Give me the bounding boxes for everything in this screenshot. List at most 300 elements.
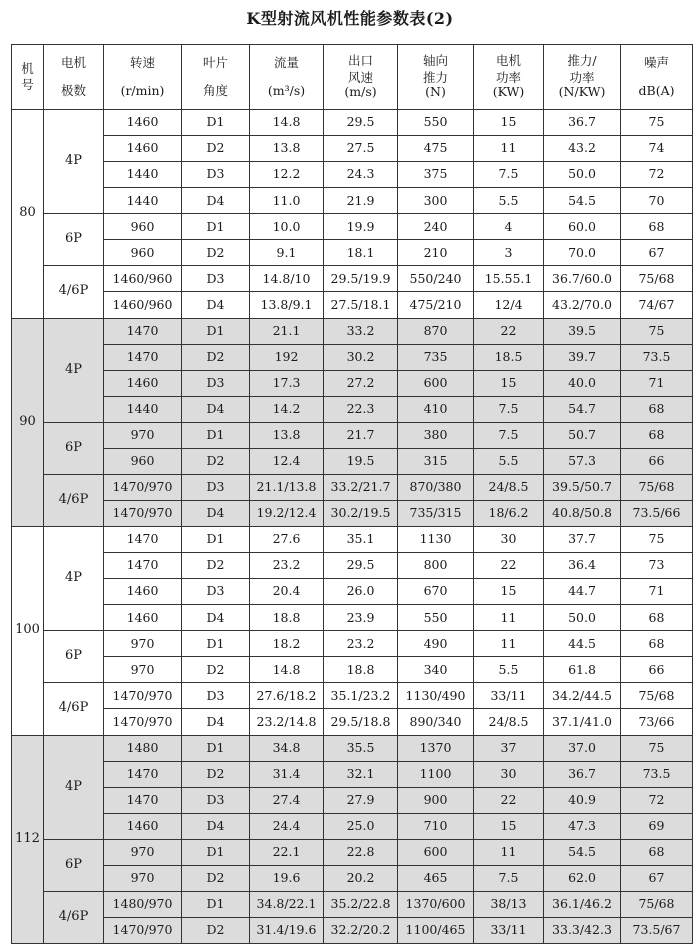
flow-cell: 14.8 — [250, 657, 324, 683]
header-text: 推力/ — [567, 53, 597, 69]
speed-cell: 1470/970 — [104, 709, 182, 735]
flow-cell: 27.6/18.2 — [250, 683, 324, 709]
motor-power-cell: 11 — [474, 605, 544, 631]
thrust-per-power-cell: 39.7 — [544, 344, 621, 370]
speed-cell: 1470 — [104, 318, 182, 344]
noise-cell: 75/68 — [621, 474, 693, 500]
table-row — [12, 527, 693, 553]
col-outlet-velocity-header — [324, 45, 398, 110]
axial-thrust-cell: 1130 — [398, 527, 474, 553]
outlet-velocity-cell: 29.5/19.9 — [324, 266, 398, 292]
thrust-per-power-cell: 36.1/46.2 — [544, 891, 621, 917]
outlet-velocity-cell: 27.5/18.1 — [324, 292, 398, 318]
speed-cell: 1470/970 — [104, 917, 182, 943]
speed-cell: 1470/970 — [104, 474, 182, 500]
flow-cell: 19.6 — [250, 865, 324, 891]
header-text: 电机 — [495, 53, 521, 69]
blade-angle-cell: D2 — [182, 344, 250, 370]
header-row — [12, 45, 693, 110]
outlet-velocity-cell: 29.5 — [324, 110, 398, 136]
header-text: 叶片 — [202, 54, 228, 70]
motor-power-cell: 12/4 — [474, 292, 544, 318]
flow-cell: 21.1 — [250, 318, 324, 344]
table-row — [12, 110, 693, 136]
thrust-per-power-cell: 40.9 — [544, 787, 621, 813]
axial-thrust-cell: 870/380 — [398, 474, 474, 500]
flow-cell: 24.4 — [250, 813, 324, 839]
axial-thrust-cell: 1100/465 — [398, 917, 474, 943]
size-group-112 — [12, 735, 693, 944]
flow-cell: 27.4 — [250, 787, 324, 813]
col-blade-angle-header — [182, 45, 250, 110]
fan-performance-table — [11, 44, 693, 944]
motor-power-cell: 15 — [474, 370, 544, 396]
table-row — [12, 162, 693, 188]
axial-thrust-cell: 735 — [398, 344, 474, 370]
flow-cell: 12.4 — [250, 448, 324, 474]
flow-cell: 13.8/9.1 — [250, 292, 324, 318]
speed-cell: 1470/970 — [104, 683, 182, 709]
motor-poles-cell: 4P — [44, 318, 104, 422]
table-row — [12, 813, 693, 839]
axial-thrust-cell: 210 — [398, 240, 474, 266]
thrust-per-power-cell: 36.4 — [544, 553, 621, 579]
blade-angle-cell: D1 — [182, 318, 250, 344]
header-text: (m³/s) — [267, 83, 306, 98]
outlet-velocity-cell: 30.2/19.5 — [324, 500, 398, 526]
flow-cell: 18.8 — [250, 605, 324, 631]
blade-angle-cell: D3 — [182, 579, 250, 605]
motor-poles-cell: 4P — [44, 110, 104, 214]
noise-cell: 75 — [621, 735, 693, 761]
thrust-per-power-cell: 33.3/42.3 — [544, 917, 621, 943]
noise-cell: 71 — [621, 579, 693, 605]
outlet-velocity-cell: 21.9 — [324, 188, 398, 214]
blade-angle-cell: D1 — [182, 891, 250, 917]
axial-thrust-cell: 550 — [398, 110, 474, 136]
speed-cell: 1470 — [104, 761, 182, 787]
flow-cell: 23.2/14.8 — [250, 709, 324, 735]
thrust-per-power-cell: 43.2 — [544, 136, 621, 162]
table-row — [12, 839, 693, 865]
noise-cell: 75/68 — [621, 683, 693, 709]
thrust-per-power-cell: 44.5 — [544, 631, 621, 657]
outlet-velocity-cell: 22.8 — [324, 839, 398, 865]
blade-angle-cell: D2 — [182, 761, 250, 787]
header-text: 噪声 — [643, 54, 669, 70]
table-row — [12, 396, 693, 422]
outlet-velocity-cell: 20.2 — [324, 865, 398, 891]
table-row — [12, 344, 693, 370]
outlet-velocity-cell: 29.5/18.8 — [324, 709, 398, 735]
blade-angle-cell: D3 — [182, 474, 250, 500]
table-row — [12, 188, 693, 214]
speed-cell: 1440 — [104, 396, 182, 422]
axial-thrust-cell: 550 — [398, 605, 474, 631]
flow-cell: 13.8 — [250, 422, 324, 448]
blade-angle-cell: D3 — [182, 370, 250, 396]
motor-poles-cell: 6P — [44, 631, 104, 683]
motor-power-cell: 7.5 — [474, 865, 544, 891]
motor-power-cell: 33/11 — [474, 917, 544, 943]
noise-cell: 66 — [621, 657, 693, 683]
thrust-per-power-cell: 36.7 — [544, 761, 621, 787]
axial-thrust-cell: 1130/490 — [398, 683, 474, 709]
motor-power-cell: 33/11 — [474, 683, 544, 709]
blade-angle-cell: D1 — [182, 839, 250, 865]
blade-angle-cell: D3 — [182, 787, 250, 813]
motor-power-cell: 7.5 — [474, 422, 544, 448]
flow-cell: 19.2/12.4 — [250, 500, 324, 526]
blade-angle-cell: D1 — [182, 735, 250, 761]
header-text: 极数 — [60, 83, 86, 98]
blade-angle-cell: D2 — [182, 657, 250, 683]
flow-cell: 11.0 — [250, 188, 324, 214]
outlet-velocity-cell: 32.2/20.2 — [324, 917, 398, 943]
blade-angle-cell: D4 — [182, 188, 250, 214]
fan-size-cell: 80 — [12, 110, 44, 319]
table-row — [12, 605, 693, 631]
speed-cell: 970 — [104, 865, 182, 891]
table-row — [12, 735, 693, 761]
thrust-per-power-cell: 47.3 — [544, 813, 621, 839]
outlet-velocity-cell: 21.7 — [324, 422, 398, 448]
axial-thrust-cell: 800 — [398, 553, 474, 579]
table-row — [12, 136, 693, 162]
speed-cell: 1440 — [104, 188, 182, 214]
speed-cell: 1480/970 — [104, 891, 182, 917]
speed-cell: 970 — [104, 839, 182, 865]
blade-angle-cell: D4 — [182, 813, 250, 839]
noise-cell: 70 — [621, 188, 693, 214]
motor-poles-cell: 6P — [44, 839, 104, 891]
table-row — [12, 683, 693, 709]
speed-cell: 1460 — [104, 579, 182, 605]
noise-cell: 75 — [621, 110, 693, 136]
col-flow-header — [250, 45, 324, 110]
col-speed-header — [104, 45, 182, 110]
header-text: (KW) — [492, 84, 525, 100]
table-row — [12, 761, 693, 787]
thrust-per-power-cell: 40.0 — [544, 370, 621, 396]
motor-power-cell: 37 — [474, 735, 544, 761]
speed-cell: 1460 — [104, 110, 182, 136]
blade-angle-cell: D4 — [182, 396, 250, 422]
outlet-velocity-cell: 35.5 — [324, 735, 398, 761]
size-group-80 — [12, 110, 693, 319]
header-text: 电机 — [60, 54, 86, 70]
speed-cell: 1460 — [104, 605, 182, 631]
header-text: 功率 — [569, 69, 595, 85]
outlet-velocity-cell: 27.5 — [324, 136, 398, 162]
axial-thrust-cell: 340 — [398, 657, 474, 683]
header-text: 流量 — [273, 54, 299, 70]
noise-cell: 68 — [621, 422, 693, 448]
thrust-per-power-cell: 39.5 — [544, 318, 621, 344]
axial-thrust-cell: 300 — [398, 188, 474, 214]
axial-thrust-cell: 465 — [398, 865, 474, 891]
header-text: 功率 — [495, 69, 521, 85]
flow-cell: 27.6 — [250, 527, 324, 553]
outlet-velocity-cell: 29.5 — [324, 553, 398, 579]
blade-angle-cell: D1 — [182, 110, 250, 136]
flow-cell: 22.1 — [250, 839, 324, 865]
outlet-velocity-cell: 35.2/22.8 — [324, 891, 398, 917]
thrust-per-power-cell: 40.8/50.8 — [544, 500, 621, 526]
noise-cell: 68 — [621, 631, 693, 657]
flow-cell: 20.4 — [250, 579, 324, 605]
speed-cell: 1470 — [104, 553, 182, 579]
speed-cell: 1460/960 — [104, 266, 182, 292]
header-text: 风速 — [347, 69, 373, 85]
thrust-per-power-cell: 36.7 — [544, 110, 621, 136]
blade-angle-cell: D3 — [182, 266, 250, 292]
speed-cell: 970 — [104, 657, 182, 683]
table-row — [12, 292, 693, 318]
axial-thrust-cell: 375 — [398, 162, 474, 188]
table-row — [12, 370, 693, 396]
outlet-velocity-cell: 18.1 — [324, 240, 398, 266]
motor-poles-cell: 4/6P — [44, 474, 104, 526]
motor-power-cell: 4 — [474, 214, 544, 240]
flow-cell: 10.0 — [250, 214, 324, 240]
thrust-per-power-cell: 54.5 — [544, 839, 621, 865]
outlet-velocity-cell: 23.2 — [324, 631, 398, 657]
noise-cell: 68 — [621, 396, 693, 422]
motor-power-cell: 7.5 — [474, 396, 544, 422]
noise-cell: 75 — [621, 318, 693, 344]
axial-thrust-cell: 600 — [398, 370, 474, 396]
table-row — [12, 422, 693, 448]
table-row — [12, 631, 693, 657]
table-row — [12, 709, 693, 735]
blade-angle-cell: D1 — [182, 631, 250, 657]
motor-power-cell: 30 — [474, 761, 544, 787]
thrust-per-power-cell: 37.1/41.0 — [544, 709, 621, 735]
thrust-per-power-cell: 37.0 — [544, 735, 621, 761]
outlet-velocity-cell: 32.1 — [324, 761, 398, 787]
outlet-velocity-cell: 19.9 — [324, 214, 398, 240]
col-thrust-per-power-header — [544, 45, 621, 110]
noise-cell: 67 — [621, 865, 693, 891]
flow-cell: 17.3 — [250, 370, 324, 396]
flow-cell: 14.2 — [250, 396, 324, 422]
header-text: (m/s) — [344, 84, 377, 100]
motor-power-cell: 18/6.2 — [474, 500, 544, 526]
axial-thrust-cell: 710 — [398, 813, 474, 839]
speed-cell: 1440 — [104, 162, 182, 188]
axial-thrust-cell: 890/340 — [398, 709, 474, 735]
noise-cell: 73.5 — [621, 761, 693, 787]
blade-angle-cell: D4 — [182, 292, 250, 318]
header-text: 角度 — [202, 83, 228, 98]
thrust-per-power-cell: 50.7 — [544, 422, 621, 448]
outlet-velocity-cell: 30.2 — [324, 344, 398, 370]
header-text: 号 — [21, 77, 34, 92]
speed-cell: 1460 — [104, 136, 182, 162]
blade-angle-cell: D2 — [182, 240, 250, 266]
noise-cell: 68 — [621, 214, 693, 240]
header-text: (N) — [425, 84, 446, 100]
col-noise-header — [621, 45, 693, 110]
axial-thrust-cell: 1370 — [398, 735, 474, 761]
noise-cell: 72 — [621, 162, 693, 188]
table-row — [12, 657, 693, 683]
motor-power-cell: 22 — [474, 553, 544, 579]
flow-cell: 34.8 — [250, 735, 324, 761]
col-motor-poles-header — [44, 45, 104, 110]
noise-cell: 71 — [621, 370, 693, 396]
blade-angle-cell: D4 — [182, 500, 250, 526]
blade-angle-cell: D1 — [182, 214, 250, 240]
axial-thrust-cell: 1370/600 — [398, 891, 474, 917]
thrust-per-power-cell: 50.0 — [544, 162, 621, 188]
thrust-per-power-cell: 54.7 — [544, 396, 621, 422]
size-group-90 — [12, 318, 693, 527]
col-motor-power-header — [474, 45, 544, 110]
header-text: 轴向 — [422, 53, 448, 69]
blade-angle-cell: D3 — [182, 162, 250, 188]
axial-thrust-cell: 380 — [398, 422, 474, 448]
blade-angle-cell: D4 — [182, 605, 250, 631]
flow-cell: 21.1/13.8 — [250, 474, 324, 500]
table-row — [12, 474, 693, 500]
blade-angle-cell: D1 — [182, 527, 250, 553]
thrust-per-power-cell: 61.8 — [544, 657, 621, 683]
noise-cell: 75/68 — [621, 891, 693, 917]
motor-power-cell: 5.5 — [474, 657, 544, 683]
axial-thrust-cell: 240 — [398, 214, 474, 240]
table-row — [12, 318, 693, 344]
speed-cell: 1460/960 — [104, 292, 182, 318]
motor-power-cell: 3 — [474, 240, 544, 266]
blade-angle-cell: D4 — [182, 709, 250, 735]
axial-thrust-cell: 475 — [398, 136, 474, 162]
table-row — [12, 448, 693, 474]
motor-power-cell: 15 — [474, 579, 544, 605]
motor-power-cell: 30 — [474, 527, 544, 553]
motor-power-cell: 5.5 — [474, 188, 544, 214]
motor-power-cell: 18.5 — [474, 344, 544, 370]
flow-cell: 14.8 — [250, 110, 324, 136]
blade-angle-cell: D2 — [182, 865, 250, 891]
fan-size-cell: 90 — [12, 318, 44, 527]
flow-cell: 192 — [250, 344, 324, 370]
blade-angle-cell: D3 — [182, 683, 250, 709]
thrust-per-power-cell: 70.0 — [544, 240, 621, 266]
motor-poles-cell: 4/6P — [44, 891, 104, 943]
noise-cell: 73/66 — [621, 709, 693, 735]
table-header — [12, 45, 693, 110]
noise-cell: 73.5/67 — [621, 917, 693, 943]
axial-thrust-cell: 315 — [398, 448, 474, 474]
thrust-per-power-cell: 44.7 — [544, 579, 621, 605]
axial-thrust-cell: 735/315 — [398, 500, 474, 526]
table-row — [12, 266, 693, 292]
thrust-per-power-cell: 37.7 — [544, 527, 621, 553]
flow-cell: 31.4/19.6 — [250, 917, 324, 943]
motor-poles-cell: 6P — [44, 214, 104, 266]
speed-cell: 1470 — [104, 344, 182, 370]
outlet-velocity-cell: 27.9 — [324, 787, 398, 813]
blade-angle-cell: D2 — [182, 448, 250, 474]
axial-thrust-cell: 900 — [398, 787, 474, 813]
col-size-header — [12, 45, 44, 110]
thrust-per-power-cell: 57.3 — [544, 448, 621, 474]
motor-power-cell: 24/8.5 — [474, 709, 544, 735]
header-text: dB(A) — [638, 83, 675, 98]
speed-cell: 960 — [104, 240, 182, 266]
outlet-velocity-cell: 22.3 — [324, 396, 398, 422]
speed-cell: 970 — [104, 631, 182, 657]
header-text: 出口 — [347, 53, 373, 69]
blade-angle-cell: D2 — [182, 553, 250, 579]
axial-thrust-cell: 490 — [398, 631, 474, 657]
table-row — [12, 240, 693, 266]
noise-cell: 73 — [621, 553, 693, 579]
thrust-per-power-cell: 36.7/60.0 — [544, 266, 621, 292]
motor-poles-cell: 4/6P — [44, 266, 104, 318]
thrust-per-power-cell: 39.5/50.7 — [544, 474, 621, 500]
outlet-velocity-cell: 33.2 — [324, 318, 398, 344]
header-text: 推力 — [422, 69, 448, 85]
outlet-velocity-cell: 18.8 — [324, 657, 398, 683]
outlet-velocity-cell: 26.0 — [324, 579, 398, 605]
flow-cell: 31.4 — [250, 761, 324, 787]
motor-power-cell: 5.5 — [474, 448, 544, 474]
col-axial-thrust-header — [398, 45, 474, 110]
noise-cell: 68 — [621, 605, 693, 631]
axial-thrust-cell: 670 — [398, 579, 474, 605]
size-group-100 — [12, 527, 693, 736]
flow-cell: 14.8/10 — [250, 266, 324, 292]
motor-power-cell: 11 — [474, 631, 544, 657]
speed-cell: 1470 — [104, 787, 182, 813]
motor-power-cell: 11 — [474, 839, 544, 865]
outlet-velocity-cell: 35.1 — [324, 527, 398, 553]
outlet-velocity-cell: 27.2 — [324, 370, 398, 396]
motor-power-cell: 15 — [474, 813, 544, 839]
outlet-velocity-cell: 33.2/21.7 — [324, 474, 398, 500]
table-row — [12, 500, 693, 526]
flow-cell: 23.2 — [250, 553, 324, 579]
noise-cell: 68 — [621, 839, 693, 865]
flow-cell: 13.8 — [250, 136, 324, 162]
motor-power-cell: 24/8.5 — [474, 474, 544, 500]
noise-cell: 72 — [621, 787, 693, 813]
thrust-per-power-cell: 60.0 — [544, 214, 621, 240]
noise-cell: 73.5/66 — [621, 500, 693, 526]
axial-thrust-cell: 550/240 — [398, 266, 474, 292]
outlet-velocity-cell: 19.5 — [324, 448, 398, 474]
thrust-per-power-cell: 50.0 — [544, 605, 621, 631]
header-text: (r/min) — [120, 83, 165, 98]
axial-thrust-cell: 475/210 — [398, 292, 474, 318]
flow-cell: 9.1 — [250, 240, 324, 266]
axial-thrust-cell: 870 — [398, 318, 474, 344]
noise-cell: 75 — [621, 527, 693, 553]
speed-cell: 960 — [104, 448, 182, 474]
thrust-per-power-cell: 54.5 — [544, 188, 621, 214]
thrust-per-power-cell: 34.2/44.5 — [544, 683, 621, 709]
noise-cell: 73.5 — [621, 344, 693, 370]
outlet-velocity-cell: 24.3 — [324, 162, 398, 188]
motor-power-cell: 22 — [474, 318, 544, 344]
motor-power-cell: 15 — [474, 110, 544, 136]
flow-cell: 34.8/22.1 — [250, 891, 324, 917]
motor-power-cell: 22 — [474, 787, 544, 813]
blade-angle-cell: D2 — [182, 136, 250, 162]
